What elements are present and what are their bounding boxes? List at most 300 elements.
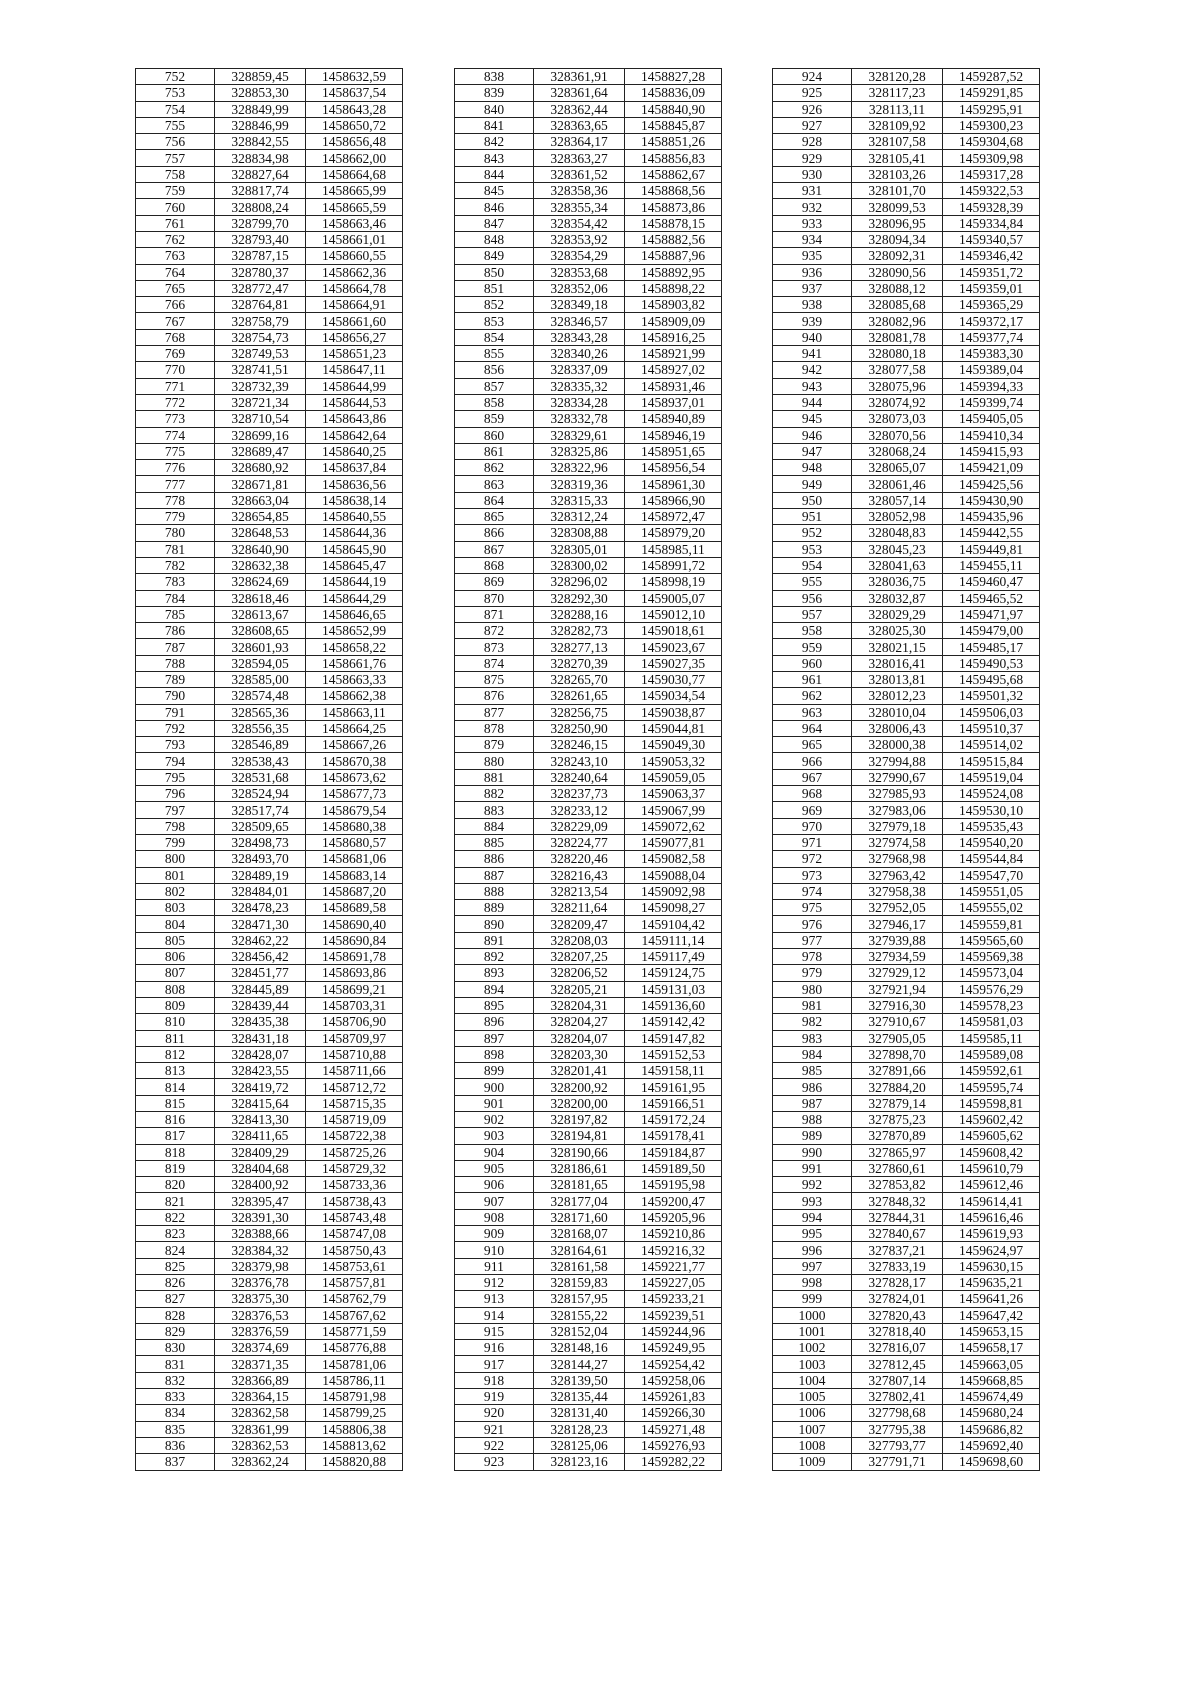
point-number: 864 bbox=[455, 492, 534, 508]
coordinate-x: 328000,38 bbox=[852, 737, 943, 753]
point-number: 908 bbox=[455, 1209, 534, 1225]
table-row bbox=[773, 1307, 1040, 1323]
point-number: 968 bbox=[773, 786, 852, 802]
table-row bbox=[136, 280, 403, 296]
table-row bbox=[455, 1258, 722, 1274]
coordinate-y: 1459540,20 bbox=[943, 834, 1040, 850]
table-row bbox=[136, 1046, 403, 1062]
coordinate-x: 328048,83 bbox=[852, 525, 943, 541]
coordinate-y: 1459334,84 bbox=[943, 215, 1040, 231]
coordinate-y: 1459244,96 bbox=[625, 1323, 722, 1339]
table-row bbox=[455, 1112, 722, 1128]
coordinate-y: 1458642,64 bbox=[306, 427, 403, 443]
coordinate-y: 1459377,74 bbox=[943, 329, 1040, 345]
point-number: 876 bbox=[455, 688, 534, 704]
coordinate-x: 328780,37 bbox=[215, 264, 306, 280]
point-number: 969 bbox=[773, 802, 852, 818]
table-row bbox=[455, 900, 722, 916]
table-row bbox=[455, 753, 722, 769]
point-number: 775 bbox=[136, 443, 215, 459]
coordinate-x: 327968,98 bbox=[852, 851, 943, 867]
coordinate-y: 1458851,26 bbox=[625, 134, 722, 150]
point-number: 964 bbox=[773, 720, 852, 736]
coordinate-x: 328157,95 bbox=[534, 1291, 625, 1307]
point-number: 905 bbox=[455, 1160, 534, 1176]
point-number: 929 bbox=[773, 150, 852, 166]
coordinate-y: 1458664,78 bbox=[306, 280, 403, 296]
point-number: 880 bbox=[455, 753, 534, 769]
point-number: 911 bbox=[455, 1258, 534, 1274]
point-number: 793 bbox=[136, 737, 215, 753]
table-row bbox=[136, 867, 403, 883]
table-row bbox=[455, 1079, 722, 1095]
table-row bbox=[773, 460, 1040, 476]
table-row bbox=[136, 1160, 403, 1176]
coordinate-y: 1458646,65 bbox=[306, 606, 403, 622]
coordinate-x: 327929,12 bbox=[852, 965, 943, 981]
coordinate-x: 328319,36 bbox=[534, 476, 625, 492]
table-row bbox=[773, 509, 1040, 525]
coordinate-x: 328101,70 bbox=[852, 183, 943, 199]
point-number: 951 bbox=[773, 509, 852, 525]
table-row bbox=[136, 509, 403, 525]
coordinate-x: 328353,92 bbox=[534, 231, 625, 247]
point-number: 884 bbox=[455, 818, 534, 834]
point-number: 869 bbox=[455, 574, 534, 590]
coordinate-y: 1459346,42 bbox=[943, 248, 1040, 264]
coordinate-y: 1459515,84 bbox=[943, 753, 1040, 769]
point-number: 1000 bbox=[773, 1307, 852, 1323]
coordinate-x: 328065,07 bbox=[852, 460, 943, 476]
coordinate-x: 328546,89 bbox=[215, 737, 306, 753]
point-number: 1001 bbox=[773, 1323, 852, 1339]
coordinate-x: 328135,44 bbox=[534, 1389, 625, 1405]
coordinate-y: 1458762,79 bbox=[306, 1291, 403, 1307]
point-number: 996 bbox=[773, 1242, 852, 1258]
coordinate-y: 1459394,33 bbox=[943, 378, 1040, 394]
coordinate-y: 1459005,07 bbox=[625, 590, 722, 606]
table-row bbox=[773, 1030, 1040, 1046]
coordinate-x: 328680,92 bbox=[215, 460, 306, 476]
coordinate-x: 328148,16 bbox=[534, 1340, 625, 1356]
table-row bbox=[455, 1291, 722, 1307]
coordinate-y: 1458656,27 bbox=[306, 329, 403, 345]
table-row bbox=[455, 297, 722, 313]
point-number: 768 bbox=[136, 329, 215, 345]
point-number: 856 bbox=[455, 362, 534, 378]
coordinate-y: 1458719,09 bbox=[306, 1112, 403, 1128]
coordinate-y: 1459565,60 bbox=[943, 932, 1040, 948]
point-number: 973 bbox=[773, 867, 852, 883]
point-number: 825 bbox=[136, 1258, 215, 1274]
coordinate-y: 1458878,15 bbox=[625, 215, 722, 231]
table-row bbox=[136, 1405, 403, 1421]
table-row bbox=[773, 1226, 1040, 1242]
table-row bbox=[455, 671, 722, 687]
point-number: 994 bbox=[773, 1209, 852, 1225]
coordinate-y: 1458722,38 bbox=[306, 1128, 403, 1144]
table-row bbox=[136, 606, 403, 622]
point-number: 785 bbox=[136, 606, 215, 622]
coordinate-x: 328074,92 bbox=[852, 394, 943, 410]
table-row bbox=[773, 737, 1040, 753]
table-row bbox=[136, 1014, 403, 1030]
point-number: 858 bbox=[455, 394, 534, 410]
coordinate-x: 327963,42 bbox=[852, 867, 943, 883]
coordinate-x: 328068,24 bbox=[852, 443, 943, 459]
coordinate-x: 328201,41 bbox=[534, 1063, 625, 1079]
point-number: 989 bbox=[773, 1128, 852, 1144]
point-number: 984 bbox=[773, 1046, 852, 1062]
point-number: 931 bbox=[773, 183, 852, 199]
table-row bbox=[773, 329, 1040, 345]
point-number: 909 bbox=[455, 1226, 534, 1242]
table-row bbox=[455, 1177, 722, 1193]
coordinate-y: 1459261,83 bbox=[625, 1389, 722, 1405]
coordinate-x: 328358,36 bbox=[534, 183, 625, 199]
coordinate-x: 328509,65 bbox=[215, 818, 306, 834]
coordinate-x: 328155,22 bbox=[534, 1307, 625, 1323]
coordinate-y: 1458663,11 bbox=[306, 704, 403, 720]
table-row bbox=[455, 655, 722, 671]
table-row bbox=[136, 1389, 403, 1405]
coordinate-y: 1458927,02 bbox=[625, 362, 722, 378]
table-row bbox=[455, 688, 722, 704]
point-number: 988 bbox=[773, 1112, 852, 1128]
table-row bbox=[455, 460, 722, 476]
point-number: 819 bbox=[136, 1160, 215, 1176]
coordinate-y: 1459425,56 bbox=[943, 476, 1040, 492]
point-number: 920 bbox=[455, 1405, 534, 1421]
coordinate-y: 1458753,61 bbox=[306, 1258, 403, 1274]
coordinate-x: 328075,96 bbox=[852, 378, 943, 394]
coordinate-x: 327891,66 bbox=[852, 1063, 943, 1079]
table-row bbox=[773, 916, 1040, 932]
coordinate-y: 1458693,86 bbox=[306, 965, 403, 981]
coordinate-x: 328343,28 bbox=[534, 329, 625, 345]
coordinate-x: 328817,74 bbox=[215, 183, 306, 199]
point-number: 871 bbox=[455, 606, 534, 622]
table-row bbox=[773, 443, 1040, 459]
table-row bbox=[455, 394, 722, 410]
coordinate-x: 328340,26 bbox=[534, 346, 625, 362]
coordinate-x: 328374,69 bbox=[215, 1340, 306, 1356]
point-number: 952 bbox=[773, 525, 852, 541]
point-number: 759 bbox=[136, 183, 215, 199]
coordinate-y: 1459592,61 bbox=[943, 1063, 1040, 1079]
table-row bbox=[455, 1389, 722, 1405]
coordinate-x: 327898,70 bbox=[852, 1046, 943, 1062]
coordinate-x: 328361,99 bbox=[215, 1421, 306, 1437]
table-row bbox=[455, 737, 722, 753]
coordinate-x: 328772,47 bbox=[215, 280, 306, 296]
coordinate-x: 328045,23 bbox=[852, 541, 943, 557]
point-number: 899 bbox=[455, 1063, 534, 1079]
coordinate-y: 1459053,32 bbox=[625, 753, 722, 769]
point-number: 752 bbox=[136, 69, 215, 85]
coordinate-x: 327983,06 bbox=[852, 802, 943, 818]
point-number: 827 bbox=[136, 1291, 215, 1307]
coordinate-y: 1459410,34 bbox=[943, 427, 1040, 443]
table-row bbox=[455, 1242, 722, 1258]
coordinate-y: 1459383,30 bbox=[943, 346, 1040, 362]
coordinate-x: 328270,39 bbox=[534, 655, 625, 671]
coordinate-x: 328325,86 bbox=[534, 443, 625, 459]
coordinate-y: 1459372,17 bbox=[943, 313, 1040, 329]
coordinate-y: 1459578,23 bbox=[943, 997, 1040, 1013]
table-row bbox=[773, 1079, 1040, 1095]
coordinate-x: 328354,29 bbox=[534, 248, 625, 264]
point-number: 824 bbox=[136, 1242, 215, 1258]
coordinate-y: 1458979,20 bbox=[625, 525, 722, 541]
table-row bbox=[136, 997, 403, 1013]
coordinate-x: 328741,51 bbox=[215, 362, 306, 378]
point-number: 849 bbox=[455, 248, 534, 264]
coordinate-y: 1458706,90 bbox=[306, 1014, 403, 1030]
table-row bbox=[773, 671, 1040, 687]
coordinate-x: 328384,32 bbox=[215, 1242, 306, 1258]
coordinate-x: 328036,75 bbox=[852, 574, 943, 590]
coordinate-y: 1459605,62 bbox=[943, 1128, 1040, 1144]
coordinate-y: 1458637,84 bbox=[306, 460, 403, 476]
point-number: 777 bbox=[136, 476, 215, 492]
coordinate-x: 327921,94 bbox=[852, 981, 943, 997]
coordinate-x: 328256,75 bbox=[534, 704, 625, 720]
table-row bbox=[136, 525, 403, 541]
point-number: 893 bbox=[455, 965, 534, 981]
coordinate-x: 328152,04 bbox=[534, 1323, 625, 1339]
coordinate-y: 1458652,99 bbox=[306, 623, 403, 639]
coordinate-y: 1459686,82 bbox=[943, 1421, 1040, 1437]
coordinate-x: 328334,28 bbox=[534, 394, 625, 410]
coordinate-y: 1459210,86 bbox=[625, 1226, 722, 1242]
coordinate-y: 1459178,41 bbox=[625, 1128, 722, 1144]
coordinate-x: 328094,34 bbox=[852, 231, 943, 247]
point-number: 850 bbox=[455, 264, 534, 280]
table-row bbox=[455, 509, 722, 525]
coordinate-x: 328092,31 bbox=[852, 248, 943, 264]
point-number: 922 bbox=[455, 1437, 534, 1453]
coordinate-y: 1459624,97 bbox=[943, 1242, 1040, 1258]
coordinate-y: 1459249,95 bbox=[625, 1340, 722, 1356]
coordinate-y: 1459510,37 bbox=[943, 720, 1040, 736]
point-number: 887 bbox=[455, 867, 534, 883]
coordinate-x: 328404,68 bbox=[215, 1160, 306, 1176]
coordinate-y: 1458644,36 bbox=[306, 525, 403, 541]
table-row bbox=[455, 525, 722, 541]
coordinate-y: 1459576,29 bbox=[943, 981, 1040, 997]
table-row bbox=[773, 313, 1040, 329]
coordinate-y: 1458725,26 bbox=[306, 1144, 403, 1160]
point-number: 925 bbox=[773, 85, 852, 101]
coordinate-y: 1458940,89 bbox=[625, 411, 722, 427]
coordinate-x: 327985,93 bbox=[852, 786, 943, 802]
coordinate-x: 328081,78 bbox=[852, 329, 943, 345]
coordinate-y: 1458680,38 bbox=[306, 818, 403, 834]
table-row bbox=[136, 590, 403, 606]
point-number: 837 bbox=[136, 1454, 215, 1470]
coordinate-x: 328246,15 bbox=[534, 737, 625, 753]
coordinate-x: 328601,93 bbox=[215, 639, 306, 655]
coordinate-y: 1459098,27 bbox=[625, 900, 722, 916]
coordinate-x: 328411,65 bbox=[215, 1128, 306, 1144]
table-row bbox=[773, 134, 1040, 150]
table-row bbox=[455, 427, 722, 443]
point-number: 753 bbox=[136, 85, 215, 101]
coordinate-x: 328335,32 bbox=[534, 378, 625, 394]
point-number: 886 bbox=[455, 851, 534, 867]
point-number: 853 bbox=[455, 313, 534, 329]
coordinate-x: 328498,73 bbox=[215, 834, 306, 850]
coordinate-x: 328292,30 bbox=[534, 590, 625, 606]
coordinate-y: 1459619,93 bbox=[943, 1226, 1040, 1242]
point-number: 997 bbox=[773, 1258, 852, 1274]
point-number: 957 bbox=[773, 606, 852, 622]
point-number: 800 bbox=[136, 851, 215, 867]
point-number: 774 bbox=[136, 427, 215, 443]
table-row bbox=[455, 949, 722, 965]
point-number: 859 bbox=[455, 411, 534, 427]
coordinate-y: 1459616,46 bbox=[943, 1209, 1040, 1225]
table-row bbox=[773, 69, 1040, 85]
point-number: 826 bbox=[136, 1274, 215, 1290]
point-number: 779 bbox=[136, 509, 215, 525]
coordinates-table-3 bbox=[772, 68, 1040, 1471]
point-number: 823 bbox=[136, 1226, 215, 1242]
point-number: 757 bbox=[136, 150, 215, 166]
coordinate-x: 327824,01 bbox=[852, 1291, 943, 1307]
point-number: 797 bbox=[136, 802, 215, 818]
coordinate-x: 327840,67 bbox=[852, 1226, 943, 1242]
point-number: 941 bbox=[773, 346, 852, 362]
table-row bbox=[455, 786, 722, 802]
coordinate-y: 1459317,28 bbox=[943, 166, 1040, 182]
table-row bbox=[455, 411, 722, 427]
coordinate-x: 328216,43 bbox=[534, 867, 625, 883]
point-number: 815 bbox=[136, 1095, 215, 1111]
coordinate-y: 1458662,36 bbox=[306, 264, 403, 280]
coordinate-y: 1459291,85 bbox=[943, 85, 1040, 101]
table-row bbox=[455, 199, 722, 215]
table-row bbox=[773, 1112, 1040, 1128]
coordinate-x: 328205,21 bbox=[534, 981, 625, 997]
coordinate-x: 328419,72 bbox=[215, 1079, 306, 1095]
coordinate-x: 328168,07 bbox=[534, 1226, 625, 1242]
coordinate-y: 1459142,42 bbox=[625, 1014, 722, 1030]
coordinate-x: 328021,15 bbox=[852, 639, 943, 655]
point-number: 848 bbox=[455, 231, 534, 247]
table-row bbox=[136, 541, 403, 557]
table-row bbox=[773, 981, 1040, 997]
coordinate-y: 1458656,48 bbox=[306, 134, 403, 150]
coordinate-y: 1458956,54 bbox=[625, 460, 722, 476]
table-row bbox=[773, 101, 1040, 117]
coordinate-y: 1459082,58 bbox=[625, 851, 722, 867]
coordinate-x: 327870,89 bbox=[852, 1128, 943, 1144]
coordinate-y: 1459049,30 bbox=[625, 737, 722, 753]
coordinate-y: 1458776,88 bbox=[306, 1340, 403, 1356]
coordinate-x: 328413,30 bbox=[215, 1112, 306, 1128]
point-number: 832 bbox=[136, 1372, 215, 1388]
coordinates-table-2 bbox=[454, 68, 722, 1471]
point-number: 863 bbox=[455, 476, 534, 492]
coordinate-y: 1459630,15 bbox=[943, 1258, 1040, 1274]
point-number: 879 bbox=[455, 737, 534, 753]
coordinate-y: 1458887,96 bbox=[625, 248, 722, 264]
coordinate-x: 328277,13 bbox=[534, 639, 625, 655]
coordinate-x: 328105,41 bbox=[852, 150, 943, 166]
point-number: 938 bbox=[773, 297, 852, 313]
coordinate-x: 328161,58 bbox=[534, 1258, 625, 1274]
point-number: 1002 bbox=[773, 1340, 852, 1356]
point-number: 867 bbox=[455, 541, 534, 557]
coordinate-x: 328057,14 bbox=[852, 492, 943, 508]
coordinate-x: 328125,06 bbox=[534, 1437, 625, 1453]
coordinate-x: 327916,30 bbox=[852, 997, 943, 1013]
point-number: 846 bbox=[455, 199, 534, 215]
coordinate-y: 1459239,51 bbox=[625, 1307, 722, 1323]
coordinate-x: 328211,64 bbox=[534, 900, 625, 916]
table-row bbox=[773, 851, 1040, 867]
coordinate-y: 1458679,54 bbox=[306, 802, 403, 818]
point-number: 894 bbox=[455, 981, 534, 997]
point-number: 992 bbox=[773, 1177, 852, 1193]
coordinate-y: 1458951,65 bbox=[625, 443, 722, 459]
coordinate-y: 1459322,53 bbox=[943, 183, 1040, 199]
coordinate-y: 1459030,77 bbox=[625, 671, 722, 687]
table-row bbox=[455, 1421, 722, 1437]
table-row bbox=[773, 1014, 1040, 1030]
coordinate-y: 1459233,21 bbox=[625, 1291, 722, 1307]
coordinate-x: 328243,10 bbox=[534, 753, 625, 769]
coordinate-x: 328423,55 bbox=[215, 1063, 306, 1079]
table-row bbox=[773, 769, 1040, 785]
coordinate-x: 327816,07 bbox=[852, 1340, 943, 1356]
point-number: 1006 bbox=[773, 1405, 852, 1421]
coordinate-x: 328787,15 bbox=[215, 248, 306, 264]
table-row bbox=[136, 965, 403, 981]
coordinate-y: 1459271,48 bbox=[625, 1421, 722, 1437]
coordinate-x: 328613,67 bbox=[215, 606, 306, 622]
coordinate-x: 328224,77 bbox=[534, 834, 625, 850]
table-row bbox=[455, 1372, 722, 1388]
table-row bbox=[455, 818, 722, 834]
coordinate-y: 1458715,35 bbox=[306, 1095, 403, 1111]
coordinate-y: 1458703,31 bbox=[306, 997, 403, 1013]
coordinate-x: 328082,96 bbox=[852, 313, 943, 329]
coordinate-x: 327958,38 bbox=[852, 883, 943, 899]
coordinate-y: 1459258,06 bbox=[625, 1372, 722, 1388]
table-row bbox=[773, 362, 1040, 378]
coordinate-x: 328478,23 bbox=[215, 900, 306, 916]
table-row bbox=[773, 655, 1040, 671]
table-row bbox=[136, 802, 403, 818]
point-number: 865 bbox=[455, 509, 534, 525]
table-row bbox=[136, 313, 403, 329]
table-row bbox=[773, 1258, 1040, 1274]
coordinate-y: 1458856,83 bbox=[625, 150, 722, 166]
coordinate-y: 1459612,46 bbox=[943, 1177, 1040, 1193]
table-row bbox=[773, 1177, 1040, 1193]
table-row bbox=[136, 1063, 403, 1079]
coordinate-y: 1459189,50 bbox=[625, 1160, 722, 1176]
coordinate-x: 327865,97 bbox=[852, 1144, 943, 1160]
coordinate-x: 328362,53 bbox=[215, 1437, 306, 1453]
coordinate-x: 328654,85 bbox=[215, 509, 306, 525]
table-row bbox=[136, 916, 403, 932]
table-row bbox=[455, 117, 722, 133]
point-number: 921 bbox=[455, 1421, 534, 1437]
